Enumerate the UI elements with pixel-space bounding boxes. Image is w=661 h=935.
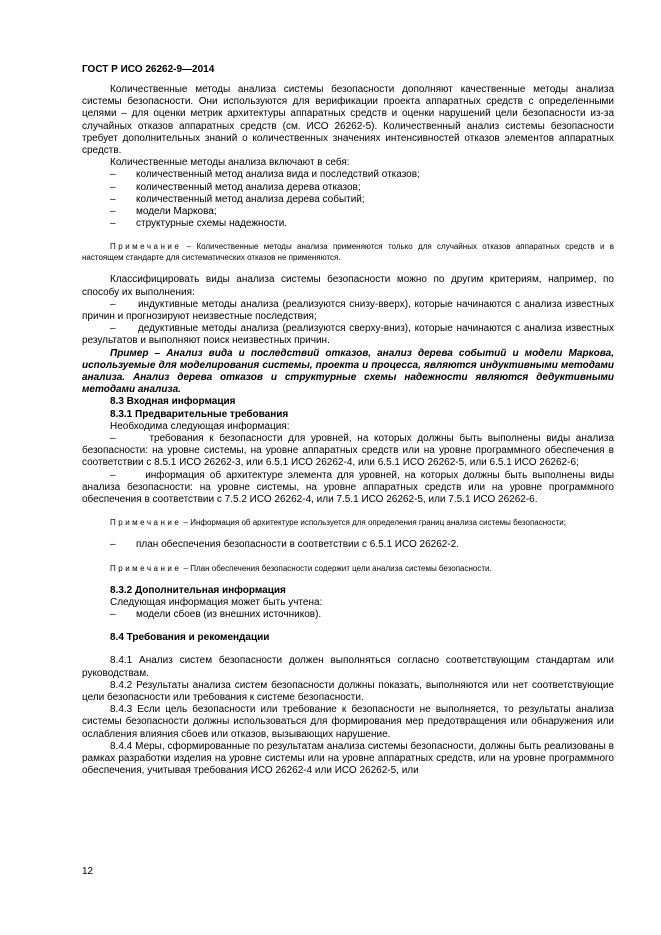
quant-methods-list (82, 169, 614, 230)
page-number: 12 (82, 866, 94, 877)
document-body (82, 84, 614, 777)
note-quantitative: Примечание – Количественные методы анализа применяются только для случайных отказов аппаратных средств и в настоящем стандарте для систематических отказов не применяются. (82, 242, 614, 263)
note-label: Примечание (110, 242, 182, 252)
note-architecture: Примечание – Информация об архитектуре используется для определения границ анализа системы безопасности; (110, 518, 566, 528)
list-dash: – (110, 181, 116, 193)
list-dash: – (110, 169, 116, 181)
list-item: – модели сбоев (из внешних источников). (110, 608, 322, 620)
list-item: – информация об архитектуре элемента для уровней, на которых должны быть выполнены виды анализа безопасности: на уровне системы, на уровне аппаратных средств или на уровне программного обеспечения в соответствии с 7.5.2 ИСО 26262-4, или 7.5.1 ИСО 26262-5, или 7.5.1 ИСО 26262-6. (82, 469, 615, 506)
list-item: – количественный метод анализа вида и последствий отказов; (110, 169, 420, 181)
list-item: – дедуктивные методы анализа (реализуются сверху-вниз), которые начинаются с анализа известных результатов и выполняют поиск неизвестных причин. (82, 323, 614, 347)
section-heading-8-3-1: 8.3.1 Предварительные требования (110, 408, 289, 420)
list-dash: – (110, 218, 116, 230)
requirement-8-4-2: 8.4.2 Результаты анализа систем безопасности должны показать, выполняются или нет соответствующие цели безопасности или требования к системе безопасности. (82, 679, 614, 703)
requirement-8-4-3: 8.4.3 Если цель безопасности или требование к безопасности не выполняется, то результаты анализа системы безопасности должны использоваться для формирования мер предотвращения или обнаружения или ослабления влияния сбоев или отказов, вызывающих нарушение. (82, 704, 614, 740)
note-label: Примечание (110, 518, 182, 528)
document-header: ГОСТ Р ИСО 26262-9—2014 (82, 64, 215, 75)
list-dash: – (110, 539, 116, 551)
list-item: – план обеспечения безопасности в соответствии с 6.5.1 ИСО 26262-2. (110, 539, 460, 551)
list-item: – количественный метод анализа дерева событий; (110, 193, 365, 205)
list-dash: – (110, 193, 116, 205)
requirement-8-4-1: 8.4.1 Анализ систем безопасности должен выполняться согласно соответствующим стандартам или руководствам. (82, 655, 614, 679)
paragraph-quant-methods-intro: Количественные методы анализа включают в себя: (110, 157, 350, 169)
note-safety-plan: Примечание – План обеспечения безопасности содержит цели анализа системы безопасности. (110, 563, 492, 573)
list-item: – структурные схемы надежности. (110, 218, 288, 230)
paragraph-classification: Классифицировать виды анализа системы безопасности можно по другим критериям, например, по способу их выполнения: (82, 274, 614, 298)
prereq-intro: Необходима следующая информация: (110, 420, 290, 432)
section-heading-8-4: 8.4 Требования и рекомендации (110, 632, 270, 644)
note-label: Примечание (110, 563, 182, 573)
list-dash: – (110, 206, 116, 218)
list-item: – количественный метод анализа дерева отказов; (110, 181, 361, 193)
paragraph-quantitative-methods: Количественные методы анализа системы безопасности дополняют качественные методы анализа системы безопасности. Они используются для верификации проекта аппаратных средств с определенными целями – для оценки метрик архитектуры аппаратных средств и оценки нарушений цели безопасности из-за случайных отказов аппаратных средств (см. ИСО 26262-5). Количественный анализ системы безопасности требует дополнительных знаний о количественных значениях интенсивностей отказов элементов аппаратных средств. (82, 84, 614, 157)
addinfo-intro: Следующая информация может быть учтена: (110, 596, 323, 608)
section-heading-8-3: 8.3 Входная информация (110, 396, 236, 408)
requirement-8-4-4: 8.4.4 Меры, сформированные по результатам анализа системы безопасности, должны быть реализованы в рамках разработки изделия на уровне системы или на уровне аппаратных средств, или на уровне программного обеспечения, учитывая требования ИСО 26262-4 или ИСО 26262-5, или (82, 740, 614, 777)
list-item: – индуктивные методы анализа (реализуются снизу-вверх), которые начинаются с анализа известных причин и прогнозируют неизвестные последствия; (82, 298, 614, 323)
section-heading-8-3-2: 8.3.2 Дополнительная информация (110, 584, 286, 596)
list-item: – требования к безопасности для уровней, на которых должны быть выполнены виды анализа безопасности: на уровне системы, на уровне аппаратных средств или на уровне программного обеспечения в соответствии с 8.5.1 ИСО 26262-3, или 6.5.1 ИСО 26262-4, или 6.5.1 ИСО 26262-5, или 6.5.1 ИСО 26262-6; (82, 433, 615, 469)
example-paragraph: Пример – Анализ вида и последствий отказов, анализ дерева событий и модели Маркова, используемые для моделирования системы, проекта и процесса, являются индуктивными методами анализа. Анализ дерева отказов и структурные схемы надежности являются дедуктивными методами анализа. (82, 347, 614, 396)
list-item: – модели Маркова; (110, 206, 217, 218)
list-dash: – (110, 608, 116, 620)
